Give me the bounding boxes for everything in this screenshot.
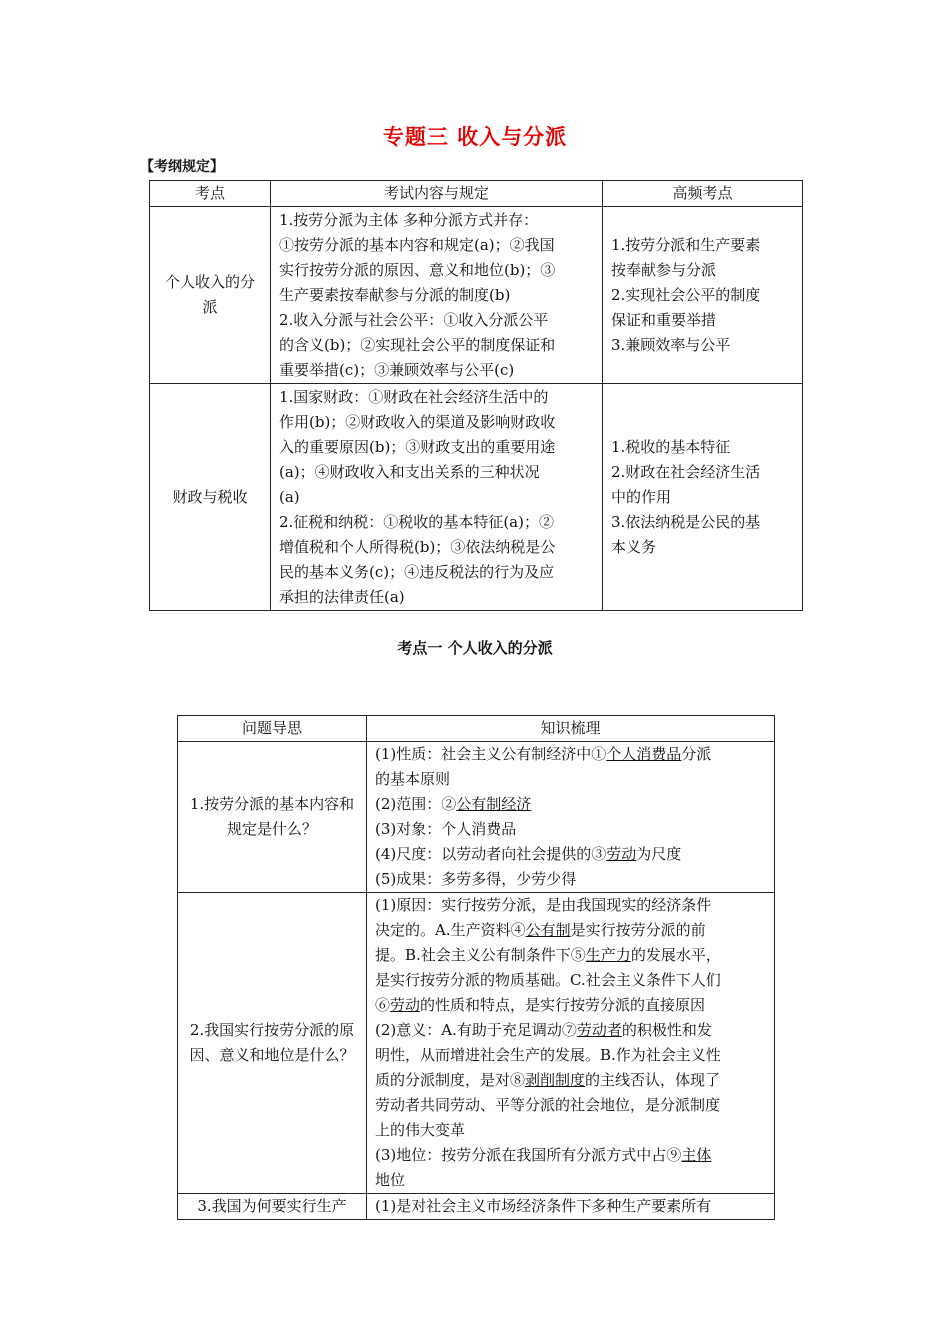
- knowledge-text: (5)成果：多劳多得，少劳少得: [375, 870, 577, 888]
- knowledge-text: 是实行按劳分派的前: [570, 921, 706, 939]
- answer-blank: 公有制经济: [456, 795, 532, 813]
- frequent-line: 2.实现社会公平的制度: [611, 285, 761, 304]
- section-subheading: 考点一 个人收入的分派: [397, 639, 553, 657]
- knowledge-text: ⑥: [375, 996, 391, 1014]
- content-cell: [271, 384, 603, 611]
- knowledge-text: (1)原因：实行按劳分派，是由我国现实的经济条件: [375, 896, 712, 914]
- knowledge-text: 提。B.社会主义公有制条件下⑤: [375, 946, 586, 964]
- knowledge-text: 的积极性和发: [621, 1021, 712, 1039]
- knowledge-text: 上的伟大变革: [375, 1121, 466, 1139]
- table-row: [150, 384, 803, 611]
- knowledge-text: (2)意义：A.有助于充足调动⑦: [375, 1021, 577, 1039]
- table-header-row: [150, 181, 803, 207]
- frequent-line: 3.兼顾效率与公平: [611, 335, 731, 354]
- knowledge-text: 的发展水平，: [630, 946, 721, 964]
- knowledge-text: 为尺度: [636, 845, 682, 863]
- content-cell: [271, 207, 603, 384]
- topic-cell: [150, 384, 271, 611]
- knowledge-text: 明性，从而增进社会生产的发展。B.作为社会主义性: [375, 1046, 721, 1064]
- answer-blank: 公有制: [525, 921, 571, 939]
- question-text: 1.按劳分派的基本内容和规定是什么？: [189, 795, 355, 838]
- knowledge-line: [375, 867, 766, 892]
- table-header-row: [178, 716, 775, 742]
- knowledge-line: [375, 1068, 766, 1093]
- table-row: [150, 207, 803, 384]
- knowledge-text: (1)是对社会主义市场经济条件下多种生产要素所有: [375, 1197, 712, 1215]
- knowledge-line: [375, 792, 766, 817]
- header-frequent: 高频考点: [603, 181, 803, 207]
- content-line: (a)；④财政收入和支出关系的三种状况: [279, 462, 540, 481]
- answer-blank: 劳动者: [576, 1021, 622, 1039]
- knowledge-text: 劳动者共同劳动、平等分派的社会地位，是分派制度: [375, 1096, 721, 1114]
- content-line: 1.国家财政：①财政在社会经济生活中的: [279, 387, 549, 406]
- knowledge-text: (4)尺度：以劳动者向社会提供的③: [375, 845, 607, 863]
- content-line: 实行按劳分派的原因、意义和地位(b)；③: [279, 260, 556, 279]
- question-text: 2.我国实行按劳分派的原因、意义和地位是什么？: [189, 1021, 355, 1064]
- knowledge-text: 质的分派制度，是对⑧: [375, 1071, 526, 1089]
- knowledge-line: [375, 1018, 766, 1043]
- knowledge-text: (1)性质：社会主义公有制经济中①: [375, 745, 607, 763]
- knowledge-line: [375, 993, 766, 1018]
- knowledge-text: 的基本原则: [375, 770, 451, 788]
- frequent-line: 3.依法纳税是公民的基: [611, 512, 761, 531]
- answer-blank: 劳动: [606, 845, 637, 863]
- knowledge-line: [375, 893, 766, 918]
- knowledge-line: [375, 918, 766, 943]
- content-line: (a): [279, 487, 300, 506]
- content-line: 作用(b)；②财政收入的渠道及影响财政收: [279, 412, 556, 431]
- knowledge-table: [177, 715, 775, 1220]
- knowledge-line: [375, 1043, 766, 1068]
- header-knowledge: 知识梳理: [367, 716, 775, 742]
- frequent-cell: [603, 207, 803, 384]
- frequent-line: 中的作用: [611, 487, 672, 506]
- answer-blank: 劳动: [390, 996, 421, 1014]
- knowledge-line: [375, 1093, 766, 1118]
- knowledge-cell: [367, 1194, 775, 1220]
- knowledge-text: 是实行按劳分派的物质基础。C.社会主义条件下人们: [375, 971, 721, 989]
- header-topic: 考点: [150, 181, 271, 207]
- knowledge-line: [375, 742, 766, 767]
- knowledge-line: [375, 817, 766, 842]
- frequent-line: 按奉献参与分派: [611, 260, 717, 279]
- frequent-line: 本义务: [611, 537, 657, 556]
- content-line: 2.征税和纳税：①税收的基本特征(a)；②: [279, 512, 554, 531]
- frequent-line: 1.按劳分派和生产要素: [611, 235, 761, 254]
- question-text: 3.我国为何要实行生产: [197, 1197, 347, 1215]
- knowledge-line: [375, 943, 766, 968]
- topic-text: 个人收入的分派: [164, 273, 255, 316]
- answer-blank: 主体: [681, 1146, 712, 1164]
- content-line: 民的基本义务(c)；④违反税法的行为及应: [279, 562, 555, 581]
- frequent-line: 保证和重要举措: [611, 310, 717, 329]
- topic-text: 财政与税收: [172, 487, 248, 506]
- knowledge-line: [375, 968, 766, 993]
- knowledge-cell: [367, 893, 775, 1194]
- syllabus-table: [149, 180, 803, 611]
- content-line: 承担的法律责任(a): [279, 587, 405, 606]
- content-line: 增值税和个人所得税(b)；③依法纳税是公: [279, 537, 556, 556]
- knowledge-line: [375, 1118, 766, 1143]
- frequent-line: 1.税收的基本特征: [611, 437, 731, 456]
- knowledge-line: [375, 1194, 766, 1219]
- knowledge-line: [375, 1168, 766, 1193]
- question-cell: [178, 893, 367, 1194]
- content-line: 生产要素按奉献参与分派的制度(b): [279, 285, 511, 304]
- knowledge-text: 的主线否认，体现了: [585, 1071, 721, 1089]
- table-row: [178, 1194, 775, 1220]
- knowledge-line: [375, 842, 766, 867]
- knowledge-text: 决定的。A.生产资料④: [375, 921, 526, 939]
- knowledge-text: (2)范围：②: [375, 795, 457, 813]
- knowledge-text: (3)对象：个人消费品: [375, 820, 517, 838]
- content-line: 入的重要原因(b)；③财政支出的重要用途: [279, 437, 556, 456]
- section-label: 【考纲规定】: [140, 159, 224, 175]
- knowledge-line: [375, 1143, 766, 1168]
- content-line: 重要举措(c)；③兼顾效率与公平(c): [279, 360, 515, 379]
- knowledge-text: 分派: [681, 745, 712, 763]
- frequent-cell: [603, 384, 803, 611]
- knowledge-text: (3)地位：按劳分派在我国所有分派方式中占⑨: [375, 1146, 682, 1164]
- answer-blank: 生产力: [585, 946, 631, 964]
- knowledge-text: 地位: [375, 1171, 406, 1189]
- question-cell: [178, 742, 367, 893]
- table-row: [178, 893, 775, 1194]
- topic-cell: [150, 207, 271, 384]
- knowledge-text: 的性质和特点，是实行按劳分派的直接原因: [420, 996, 706, 1014]
- header-question: 问题导思: [178, 716, 367, 742]
- content-line: ①按劳分派的基本内容和规定(a)；②我国: [279, 235, 555, 254]
- header-content: 考试内容与规定: [271, 181, 603, 207]
- table-row: [178, 742, 775, 893]
- content-line: 1.按劳分派为主体 多种分派方式并存：: [279, 210, 539, 229]
- content-line: 的含义(b)；②实现社会公平的制度保证和: [279, 335, 556, 354]
- knowledge-cell: [367, 742, 775, 893]
- knowledge-line: [375, 767, 766, 792]
- answer-blank: 个人消费品: [606, 745, 682, 763]
- content-line: 2.收入分派与社会公平：①收入分派公平: [279, 310, 549, 329]
- question-cell: [178, 1194, 367, 1220]
- page-title: 专题三 收入与分派: [382, 125, 568, 149]
- frequent-line: 2.财政在社会经济生活: [611, 462, 761, 481]
- answer-blank: 剥削制度: [525, 1071, 586, 1089]
